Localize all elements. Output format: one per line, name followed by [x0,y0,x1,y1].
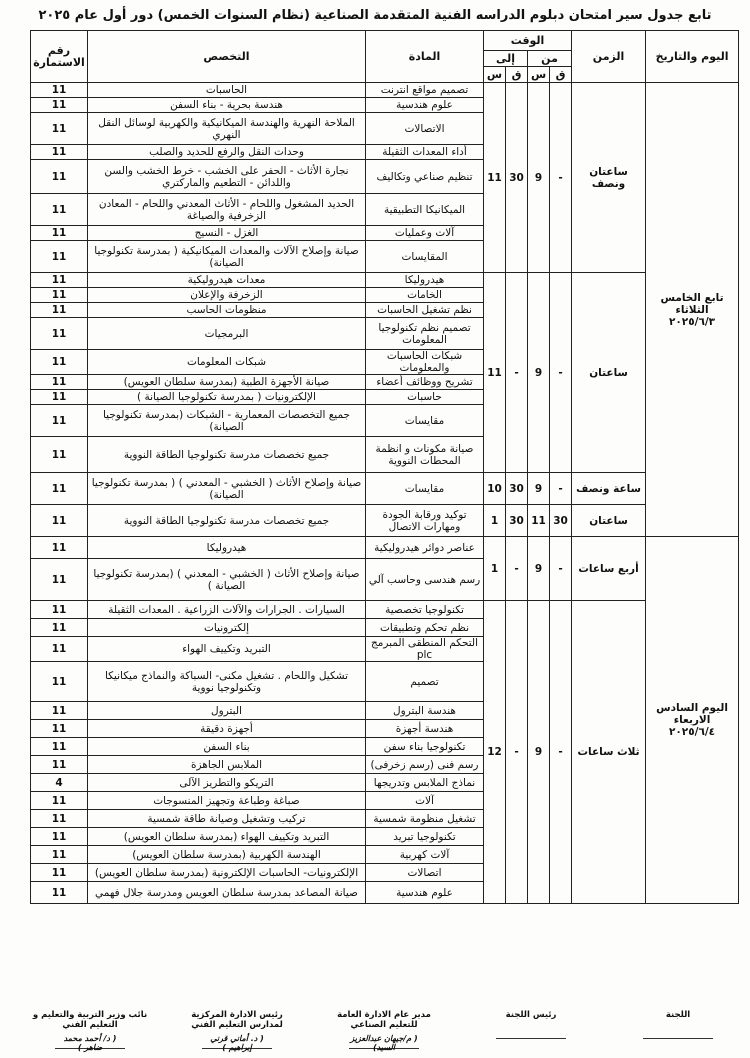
page-title: تابع جدول سير امتحان دبلوم الدراسه الفنية المتقدمة الصناعية (نظام السنوات الخمس) دور أول عام ٢٠٢٥ [38,8,712,23]
form-number-cell: 11 [31,390,88,405]
form-number-cell: 11 [31,226,88,241]
form-number-cell: 11 [31,241,88,273]
specialization-cell: منظومات الحاسب [88,303,366,318]
subject-cell: هندسة أجهزة [366,720,484,738]
duration-cell: ساعتان ونصف [572,83,646,273]
subject-cell: عناصر دوائر هيدروليكية [366,537,484,559]
signature-block [324,1010,444,1054]
form-number-cell: 11 [31,303,88,318]
duration-cell: ساعتان [572,505,646,537]
signature-role: رئيس الادارة المركزية لمدارس التعليم الفني [191,1010,283,1030]
table-row [31,601,739,619]
specialization-cell: الملابس الجاهزة [88,756,366,774]
specialization-cell: التبريد وتكييف الهواء [88,637,366,662]
subject-cell: آلات وعمليات [366,226,484,241]
from-hours: 9 [528,273,550,473]
form-number-cell: 11 [31,473,88,505]
day-date: ٢٠٢٥/٦/٣ [668,315,716,328]
specialization-cell: صيانة المصاعد بمدرسة سلطان العويس ومدرسة جلال فهمي [88,882,366,904]
subject-cell: تصميم مواقع انترنت [366,83,484,98]
form-number-cell: 11 [31,350,88,375]
subject-cell: تشغيل منظومة شمسية [366,810,484,828]
form-number-cell: 11 [31,505,88,537]
form-number-cell: 11 [31,662,88,702]
from-hours: 9 [528,473,550,505]
form-number-cell: 11 [31,145,88,160]
subject-cell: رسم هندسى وحاسب آلي [366,559,484,601]
specialization-cell: الزخرفة والإعلان [88,288,366,303]
signature-block [471,1010,591,1054]
specialization-cell: البترول [88,702,366,720]
form-number-cell: 11 [31,619,88,637]
signature-name [643,1024,713,1039]
subject-cell: رسم فنى (رسم زخرفى) [366,756,484,774]
signature-role: مدير عام الادارة العامة للتعليم الصناعي [337,1010,431,1030]
header-duration: الزمن [572,31,646,83]
to-minutes: 30 [506,473,528,505]
form-number-cell: 11 [31,846,88,864]
to-minutes: 30 [506,83,528,273]
form-number-cell: 11 [31,559,88,601]
day-name: تابع الخامس الثلاثاء [660,291,724,316]
duration-cell: ساعتان [572,273,646,473]
from-minutes: - [550,83,572,273]
to-hours: 1 [484,537,506,601]
to-hours: 11 [484,83,506,273]
subject-cell: هيدروليكا [366,273,484,288]
form-number-cell: 11 [31,405,88,437]
to-minutes: - [506,537,528,601]
subject-cell: الميكانيكا التطبيقية [366,194,484,226]
form-number-cell: 11 [31,288,88,303]
from-hours: 11 [528,505,550,537]
subject-cell: الاتصالات [366,113,484,145]
form-number-cell: 11 [31,194,88,226]
form-number-cell: 11 [31,83,88,98]
form-number-cell: 11 [31,738,88,756]
header-specialization: التخصص [88,31,366,83]
specialization-cell: الغزل - النسيج [88,226,366,241]
subject-cell: حاسبات [366,390,484,405]
specialization-cell: جميع تخصصات مدرسة تكنولوجيا الطاقة النووية [88,505,366,537]
specialization-cell: صيانة وإصلاح الأثاث ( الخشبي - المعدني ) ( بمدرسة تكنولوجيا الصيانة) [88,473,366,505]
subject-cell: تصميم نظم تكنولوجيا المعلومات [366,318,484,350]
subject-cell: توكيد ورقابة الجودة ومهارات الاتصال [366,505,484,537]
subject-cell: علوم هندسية [366,882,484,904]
form-number-cell: 11 [31,792,88,810]
subject-cell: شبكات الحاسبات والمعلومات [366,350,484,375]
subject-cell: تكنولوجيا بناء سفن [366,738,484,756]
to-hours: 10 [484,473,506,505]
signature-block [177,1010,297,1054]
subject-cell: آلات [366,792,484,810]
subject-cell: المقايسات [366,241,484,273]
header-to-s: س [484,67,506,83]
form-number-cell: 11 [31,601,88,619]
form-number-cell: 11 [31,810,88,828]
from-minutes: 30 [550,505,572,537]
subject-cell: صيانة مكونات و انظمة المحطات النووية [366,437,484,473]
form-number-cell: 11 [31,864,88,882]
specialization-cell: تركيب وتشغيل وصيانة طاقة شمسية [88,810,366,828]
signature-role: رئيس اللجنة [505,1010,557,1020]
from-hours: 9 [528,83,550,273]
signature-name: ( د/ أحمد محمد ضاهر ) [55,1034,125,1049]
signature-block [618,1010,738,1054]
form-number-cell: 11 [31,720,88,738]
from-minutes: - [550,273,572,473]
header-from-q: ق [550,67,572,83]
day-date: ٢٠٢٥/٦/٤ [668,726,716,738]
signature-name: ( د. أماني قرني إبراهيم ) [202,1034,272,1049]
table-row [31,273,739,288]
table-row [31,537,739,559]
form-number-cell: 11 [31,828,88,846]
to-hours: 11 [484,273,506,473]
specialization-cell: صيانة الأجهزة الطبية (بمدرسة سلطان العويس) [88,375,366,390]
signature-role: اللجنة [665,1010,691,1020]
header-day-date: اليوم والتاريخ [646,31,739,83]
header-row-1 [31,31,739,51]
footer-signatures [30,1010,738,1054]
to-hours: 12 [484,601,506,904]
form-number-cell: 11 [31,318,88,350]
header-subject: المادة [366,31,484,83]
exam-schedule-table [30,30,739,904]
header-to-q: ق [506,67,528,83]
duration-cell: ثلاث ساعات [572,601,646,904]
form-number-cell: 11 [31,113,88,145]
subject-cell: تنظيم صناعي وتكاليف [366,160,484,194]
specialization-cell: التريكو والتطريز الآلى [88,774,366,792]
form-number-cell: 11 [31,537,88,559]
signature-role: نائب وزير التربية والتعليم و التعليم الفني [32,1010,148,1030]
form-number-cell: 11 [31,702,88,720]
header-form-number: رقم الاستمارة [31,31,88,83]
subject-cell: تشريح ووظائف أعضاء [366,375,484,390]
subject-cell: تصميم [366,662,484,702]
specialization-cell: الإلكترونيات- الحاسبات الإلكترونية (بمدرسة سلطان العويس) [88,864,366,882]
subject-cell: تكنولوجيا تبريد [366,828,484,846]
specialization-cell: بناء السفن [88,738,366,756]
subject-cell: مقايسات [366,473,484,505]
form-number-cell: 11 [31,375,88,390]
to-minutes: - [506,273,528,473]
signature-name [496,1024,566,1039]
from-hours: 9 [528,601,550,904]
specialization-cell: البرمجيات [88,318,366,350]
day-date-cell [646,537,739,904]
specialization-cell: الإلكترونيات ( بمدرسة تكنولوجيا الصيانة ) [88,390,366,405]
signature-block [30,1010,150,1054]
specialization-cell: تشكيل واللحام . تشغيل مكنى- السباكة والنماذج ميكانيكا وتكنولوجيا نووية [88,662,366,702]
subject-cell: نظم تشغيل الحاسبات [366,303,484,318]
to-minutes: - [506,601,528,904]
specialization-cell: السيارات . الجرارات والآلات الزراعية . المعدات الثقيلة [88,601,366,619]
subject-cell: مقايسات [366,405,484,437]
specialization-cell: الحديد المشغول واللحام - الأثاث المعدني واللحام - المعادن الزخرفية والصياغة [88,194,366,226]
specialization-cell: جميع التخصصات المعمارية - الشبكات (بمدرسة تكنولوجيا الصيانة) [88,405,366,437]
subject-cell: هندسة البترول [366,702,484,720]
day-date-cell [646,83,739,537]
subject-cell: علوم هندسية [366,98,484,113]
to-minutes: 30 [506,505,528,537]
specialization-cell: الملاحة النهرية والهندسة الميكانيكية والكهربية لوسائل النقل النهري [88,113,366,145]
specialization-cell: صيانة وإصلاح الأثاث ( الخشبي - المعدني ) (بمدرسة تكنولوجيا الصيانة ) [88,559,366,601]
specialization-cell: صيانة وإصلاح الآلات والمعدات الميكانيكية ( بمدرسة تكنولوجيا الصيانة) [88,241,366,273]
header-from: من [528,51,572,67]
specialization-cell: هندسة بحرية - بناء السفن [88,98,366,113]
specialization-cell: الحاسبات [88,83,366,98]
specialization-cell: إلكترونيات [88,619,366,637]
table-row [31,83,739,98]
subject-cell: اتصالات [366,864,484,882]
form-number-cell: 11 [31,637,88,662]
to-hours: 1 [484,505,506,537]
form-number-cell: 11 [31,756,88,774]
from-minutes: - [550,473,572,505]
form-number-cell: 11 [31,437,88,473]
subject-cell: أداء المعدات الثقيلة [366,145,484,160]
specialization-cell: أجهزة دقيقة [88,720,366,738]
subject-cell: التحكم المنطقى المبرمج plc [366,637,484,662]
specialization-cell: الهندسة الكهربية (بمدرسة سلطان العويس) [88,846,366,864]
subject-cell: نظم تحكم وتطبيقات [366,619,484,637]
subject-cell: الخامات [366,288,484,303]
header-to: إلى [484,51,528,67]
from-minutes: - [550,537,572,601]
specialization-cell: وحدات النقل والرفع للحديد والصلب [88,145,366,160]
signature-name: ( م/جيهان عبدالعزيز السيد) [350,1034,418,1052]
form-number-cell: 11 [31,273,88,288]
from-minutes: - [550,601,572,904]
table-row [31,473,739,505]
duration-cell: ساعة ونصف [572,473,646,505]
from-hours: 9 [528,537,550,601]
form-number-cell: 11 [31,160,88,194]
specialization-cell: معدات هيدروليكية [88,273,366,288]
subject-cell: نماذج الملابس وتدريجها [366,774,484,792]
duration-cell: أربع ساعات [572,537,646,601]
specialization-cell: التبريد وتكييف الهواء (بمدرسة سلطان العويس) [88,828,366,846]
specialization-cell: نجارة الأثاث - الحفر على الخشب - خرط الخشب والسن واللدائن - التطعيم والماركتري [88,160,366,194]
day-name: اليوم السادس الاربعاء [656,702,728,726]
specialization-cell: هيدروليكا [88,537,366,559]
subject-cell: آلات كهربية [366,846,484,864]
specialization-cell: جميع تخصصات مدرسة تكنولوجيا الطاقة النووية [88,437,366,473]
form-number-cell: 4 [31,774,88,792]
header-time: الوقت [484,31,572,51]
subject-cell: تكنولوجيا تخصصية [366,601,484,619]
form-number-cell: 11 [31,98,88,113]
form-number-cell: 11 [31,882,88,904]
table-row [31,505,739,537]
specialization-cell: صباغة وطباعة وتجهيز المنسوجات [88,792,366,810]
specialization-cell: شبكات المعلومات [88,350,366,375]
header-from-s: س [528,67,550,83]
